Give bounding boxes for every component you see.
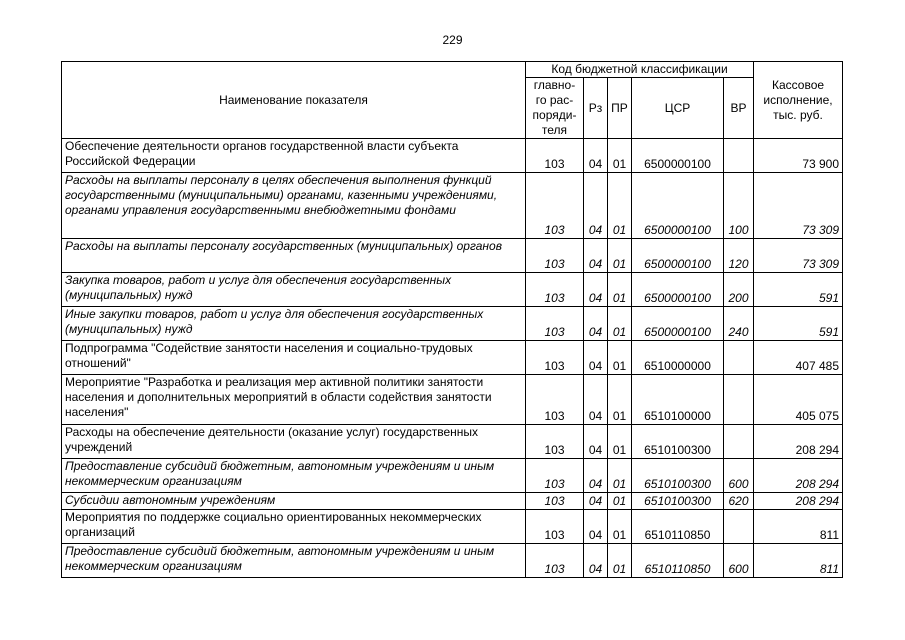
- code-pr: 01: [608, 459, 632, 493]
- indicator-name: Предоставление субсидий бюджетным, автономным учреждениям и иным некоммерческим организациям: [62, 544, 526, 578]
- code-csr: 6500000100: [632, 239, 724, 273]
- table-row: [62, 173, 843, 239]
- indicator-name: Расходы на выплаты персоналу государственных (муниципальных) органов: [62, 239, 526, 273]
- amount-cell: 208 294: [754, 493, 843, 510]
- indicator-name: Субсидии автономным учреждениям: [62, 493, 526, 510]
- code-glav: 103: [526, 239, 584, 273]
- code-pr: 01: [608, 239, 632, 273]
- table-row: [62, 459, 843, 493]
- amount-cell: 405 075: [754, 375, 843, 425]
- code-vr: 200: [724, 273, 754, 307]
- code-vr: [724, 425, 754, 459]
- table-row: [62, 341, 843, 375]
- amount-cell: 73 309: [754, 173, 843, 239]
- code-glav: 103: [526, 341, 584, 375]
- code-glav: 103: [526, 307, 584, 341]
- header-amount: Кассовое исполнение, тыс. руб.: [754, 62, 843, 139]
- table-row: [62, 425, 843, 459]
- table-row: [62, 273, 843, 307]
- code-rz: 04: [584, 239, 608, 273]
- code-vr: 100: [724, 173, 754, 239]
- code-rz: 04: [584, 544, 608, 578]
- header-glav: главно- го рас- поряди- теля: [526, 78, 584, 139]
- code-rz: 04: [584, 425, 608, 459]
- code-pr: 01: [608, 139, 632, 173]
- code-csr: 6510110850: [632, 544, 724, 578]
- code-vr: [724, 139, 754, 173]
- code-pr: 01: [608, 425, 632, 459]
- amount-cell: 811: [754, 510, 843, 544]
- indicator-name: Иные закупки товаров, работ и услуг для обеспечения государственных (муниципальных) нужд: [62, 307, 526, 341]
- indicator-name: Мероприятие "Разработка и реализация мер активной политики занятости населения и дополнительных мероприятий в области содействия занятости населения": [62, 375, 526, 425]
- indicator-name: Обеспечение деятельности органов государственной власти субъекта Российской Федерации: [62, 139, 526, 173]
- amount-cell: 811: [754, 544, 843, 578]
- amount-cell: 591: [754, 307, 843, 341]
- table-row: [62, 493, 843, 510]
- code-rz: 04: [584, 375, 608, 425]
- code-vr: 620: [724, 493, 754, 510]
- code-vr: 240: [724, 307, 754, 341]
- code-glav: 103: [526, 139, 584, 173]
- code-glav: 103: [526, 459, 584, 493]
- code-vr: [724, 375, 754, 425]
- amount-cell: 591: [754, 273, 843, 307]
- code-glav: 103: [526, 375, 584, 425]
- code-rz: 04: [584, 459, 608, 493]
- code-pr: 01: [608, 341, 632, 375]
- code-pr: 01: [608, 173, 632, 239]
- header-name: Наименование показателя: [62, 62, 526, 139]
- table-row: [62, 139, 843, 173]
- code-pr: 01: [608, 544, 632, 578]
- indicator-name: Подпрограмма "Содействие занятости населения и социально-трудовых отношений": [62, 341, 526, 375]
- code-csr: 6510100300: [632, 459, 724, 493]
- code-pr: 01: [608, 510, 632, 544]
- table-row: [62, 510, 843, 544]
- table-body: [62, 139, 843, 578]
- table-row: [62, 239, 843, 273]
- indicator-name: Предоставление субсидий бюджетным, автономным учреждениям и иным некоммерческим организациям: [62, 459, 526, 493]
- code-vr: 120: [724, 239, 754, 273]
- code-pr: 01: [608, 375, 632, 425]
- code-glav: 103: [526, 544, 584, 578]
- code-glav: 103: [526, 493, 584, 510]
- header-csr: ЦСР: [632, 78, 724, 139]
- code-csr: 6510100000: [632, 375, 724, 425]
- header-row-1: [62, 62, 843, 78]
- code-pr: 01: [608, 307, 632, 341]
- code-pr: 01: [608, 493, 632, 510]
- page-number: 229: [442, 33, 463, 47]
- table-row: [62, 307, 843, 341]
- code-rz: 04: [584, 139, 608, 173]
- code-csr: 6510000000: [632, 341, 724, 375]
- amount-cell: 208 294: [754, 459, 843, 493]
- amount-cell: 73 900: [754, 139, 843, 173]
- table-row: [62, 544, 843, 578]
- code-rz: 04: [584, 307, 608, 341]
- code-csr: 6510110850: [632, 510, 724, 544]
- amount-cell: 407 485: [754, 341, 843, 375]
- code-rz: 04: [584, 510, 608, 544]
- code-rz: 04: [584, 273, 608, 307]
- header-pr: ПР: [608, 78, 632, 139]
- code-rz: 04: [584, 173, 608, 239]
- code-vr: [724, 341, 754, 375]
- code-glav: 103: [526, 425, 584, 459]
- code-vr: 600: [724, 459, 754, 493]
- code-rz: 04: [584, 341, 608, 375]
- amount-cell: 73 309: [754, 239, 843, 273]
- code-rz: 04: [584, 493, 608, 510]
- code-glav: 103: [526, 273, 584, 307]
- code-csr: 6500000100: [632, 307, 724, 341]
- table-row: [62, 375, 843, 425]
- code-csr: 6510100300: [632, 493, 724, 510]
- header-rz: Рз: [584, 78, 608, 139]
- code-glav: 103: [526, 510, 584, 544]
- code-csr: 6510100300: [632, 425, 724, 459]
- code-pr: 01: [608, 273, 632, 307]
- indicator-name: Мероприятия по поддержке социально ориентированных некоммерческих организаций: [62, 510, 526, 544]
- header-code-group: Код бюджетной классификации: [526, 62, 754, 78]
- header-vr: ВР: [724, 78, 754, 139]
- indicator-name: Закупка товаров, работ и услуг для обеспечения государственных (муниципальных) нужд: [62, 273, 526, 307]
- code-csr: 6500000100: [632, 173, 724, 239]
- code-csr: 6500000100: [632, 139, 724, 173]
- code-csr: 6500000100: [632, 273, 724, 307]
- code-vr: [724, 510, 754, 544]
- indicator-name: Расходы на выплаты персоналу в целях обеспечения выполнения функций государственными (муниципальными) органами, казенными учреждениями, органами управления государственными внебюджетными фондами: [62, 173, 526, 239]
- indicator-name: Расходы на обеспечение деятельности (оказание услуг) государственных учреждений: [62, 425, 526, 459]
- amount-cell: 208 294: [754, 425, 843, 459]
- budget-table: [61, 61, 843, 578]
- code-glav: 103: [526, 173, 584, 239]
- code-vr: 600: [724, 544, 754, 578]
